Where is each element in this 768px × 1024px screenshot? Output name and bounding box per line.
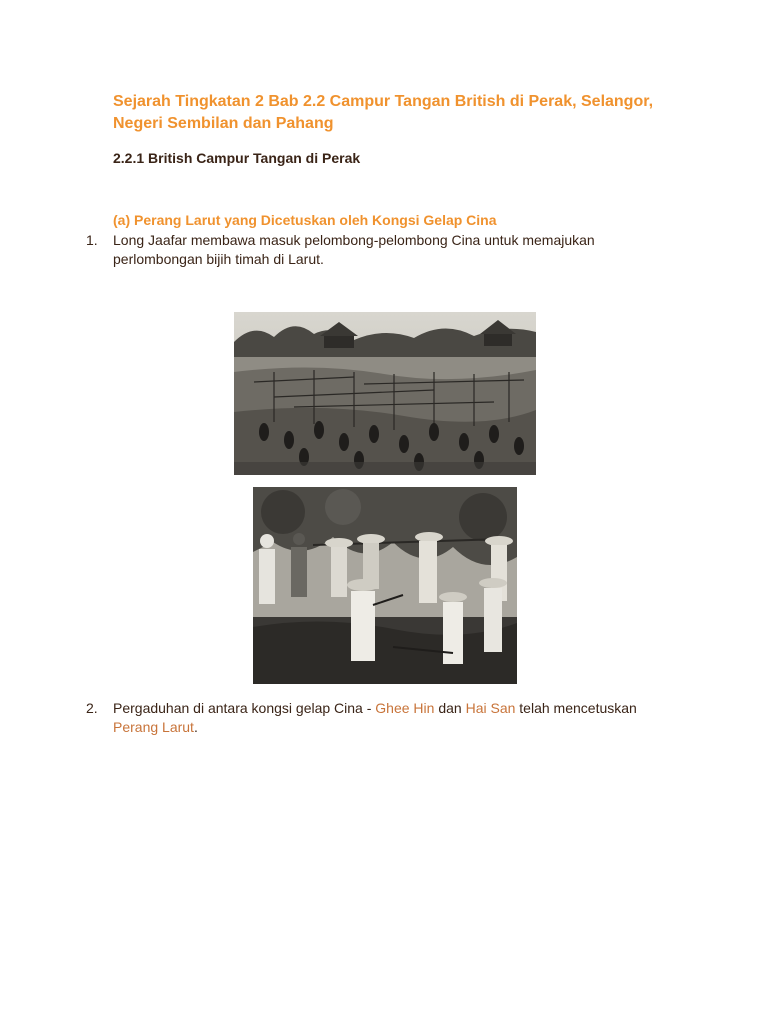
topic-heading: (a) Perang Larut yang Dicetuskan oleh Kongsi Gelap Cina xyxy=(113,212,497,228)
text-segment: . xyxy=(193,719,198,735)
tin-mine-photo xyxy=(234,312,536,475)
document-title: Sejarah Tingkatan 2 Bab 2.2 Campur Tangan British di Perak, Selangor, Negeri Sembilan dan Pahang xyxy=(113,93,654,132)
perang-larut-link[interactable]: Perang Larut xyxy=(113,719,194,735)
list-number: 1. xyxy=(86,232,98,248)
text-segment: Pergaduhan di antara kongsi gelap Cina - xyxy=(113,700,376,716)
list-number: 2. xyxy=(86,700,98,716)
hai-san-link[interactable]: Hai San xyxy=(465,700,516,716)
ghee-hin-link[interactable]: Ghee Hin xyxy=(375,700,435,716)
miners-image xyxy=(253,487,517,684)
list-item-1 xyxy=(86,231,646,269)
tin-mine-image xyxy=(234,312,536,475)
list-item-text xyxy=(113,699,646,737)
list-item-2 xyxy=(86,699,646,737)
text-segment: telah mencetuskan xyxy=(515,700,637,716)
text-segment: dan xyxy=(434,700,466,716)
section-subheading: 2.2.1 British Campur Tangan di Perak xyxy=(113,150,361,166)
miners-photo xyxy=(253,487,517,684)
list-item-text: Long Jaafar membawa masuk pelombong-pelombong Cina untuk memajukan perlombongan bijih timah di Larut. xyxy=(113,232,595,267)
